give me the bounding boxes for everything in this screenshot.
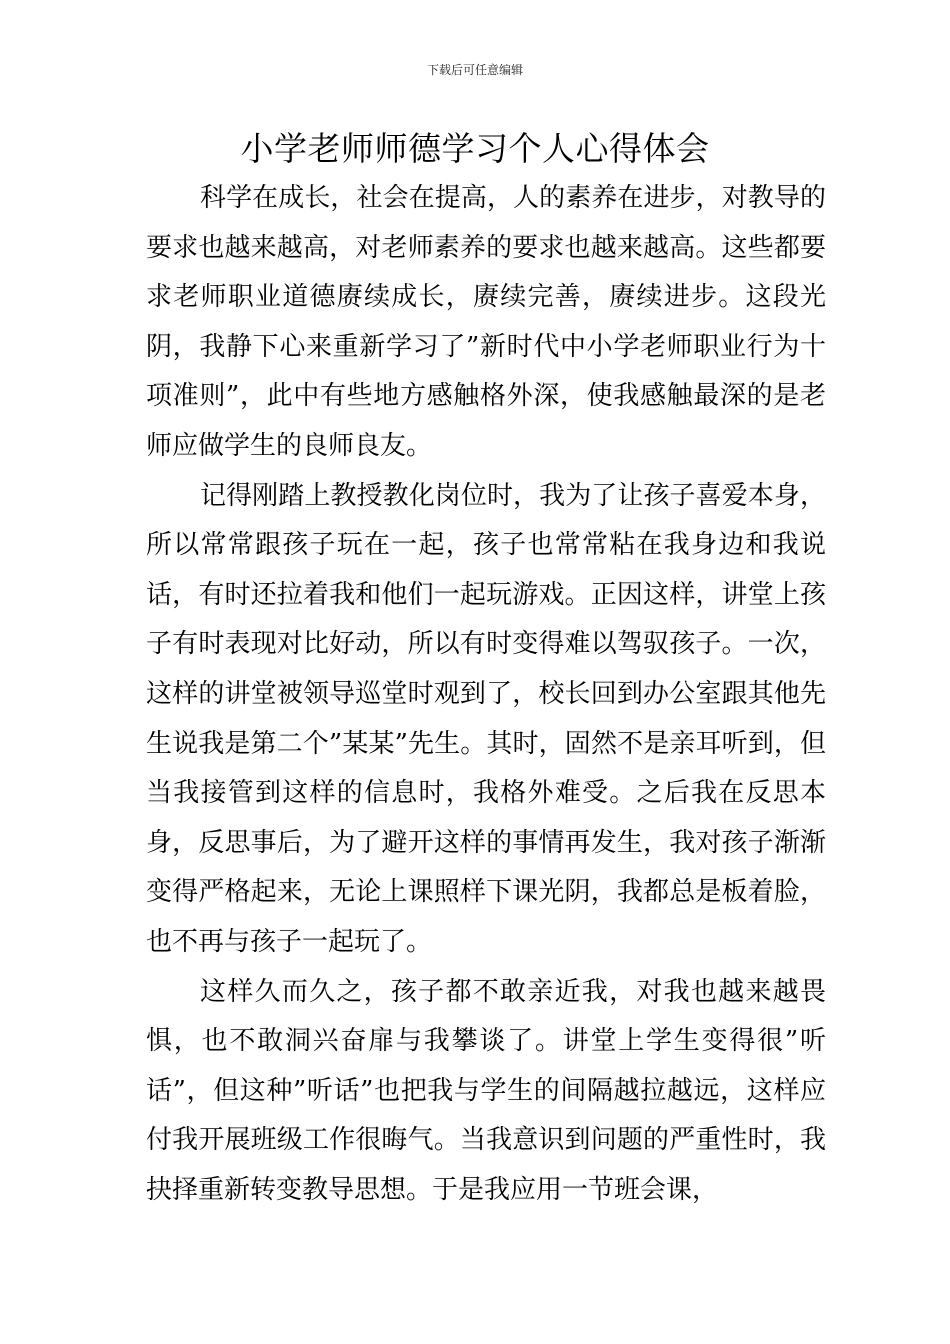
document-title: 小学老师师德学习个人心得体会 (240, 129, 710, 168)
document-body (146, 174, 826, 1215)
paragraph: 这样久而久之，孩子都不敢亲近我，对我也越来越畏惧，也不敢洞兴奋扉与我攀谈了。讲堂上学生变得很”听话”，但这种”听话”也把我与学生的间隔越拉越远，这样应付我开展班级工作很晦气。当我意识到问题的严重性时，我抉择重新转变教导思想。于是我应用一节班会课， (146, 976, 826, 1205)
paragraph: 记得刚踏上教授教化岗位时，我为了让孩子喜爱本身，所以常常跟孩子玩在一起，孩子也常常粘在我身边和我说话，有时还拉着我和他们一起玩游戏。正因这样，讲堂上孩子有时表现对比好动，所以有时变得难以驾驭孩子。一次，这样的讲堂被领导巡堂时观到了，校长回到办公室跟其他先生说我是第二个”某某”先生。其时，固然不是亲耳听到，但当我接管到这样的信息时，我格外难受。之后我在反思本身，反思事后，为了避开这样的事情再发生，我对孩子渐渐变得严格起来，无论上课照样下课光阴，我都总是板着脸，也不再与孩子一起玩了。 (146, 480, 826, 957)
header-note: 下载后可任意编辑 (426, 63, 523, 77)
paragraph: 科学在成长，社会在提高，人的素养在进步，对教导的要求也越来越高，对老师素养的要求也越来越高。这些都要求老师职业道德赓续成长，赓续完善，赓续进步。这段光阴，我静下心来重新学习了”新时代中小学老师职业行为十项准则”，此中有些地方感触格外深，使我感触最深的是老师应做学生的良师良友。 (146, 183, 826, 461)
